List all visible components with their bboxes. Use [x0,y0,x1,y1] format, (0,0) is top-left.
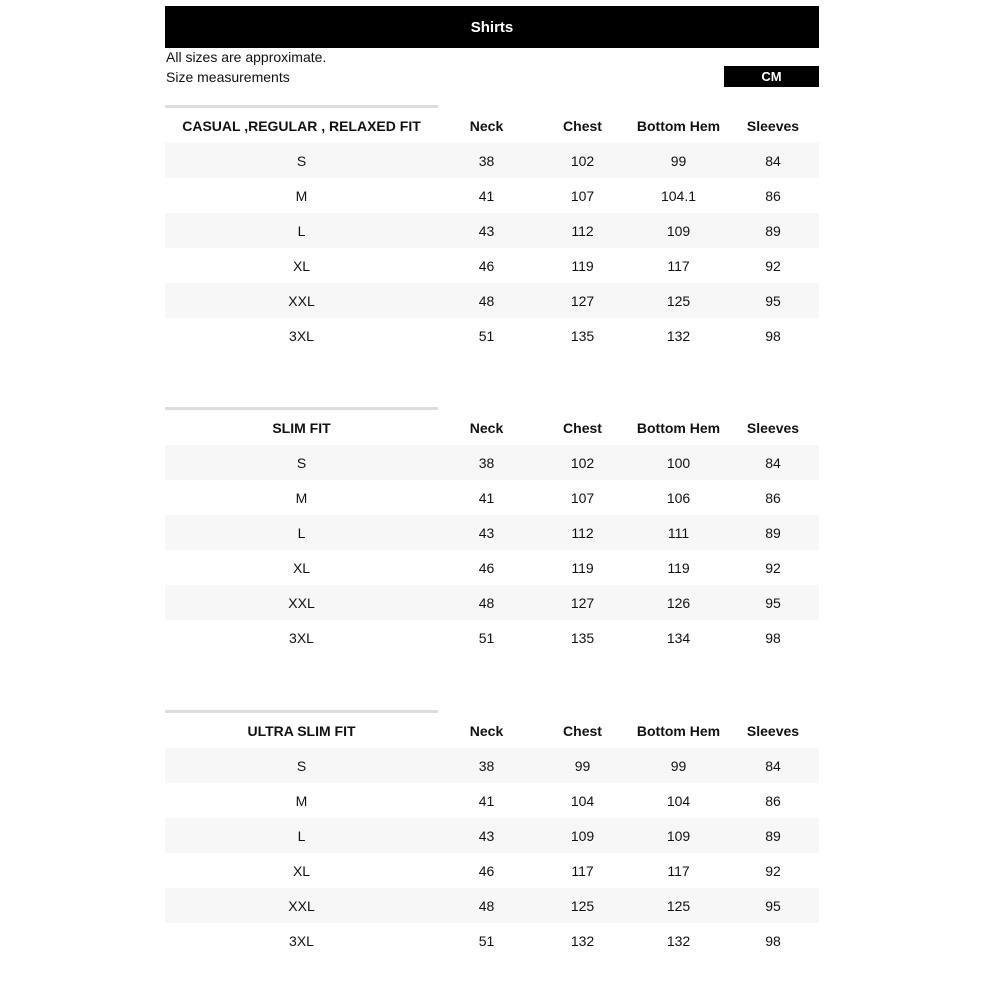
table-row [165,585,819,620]
chest-cell: 112 [571,222,594,239]
table-divider [165,105,438,108]
bottom-hem-cell: 104.1 [660,187,697,204]
bottom-hem-cell: 111 [667,524,690,541]
table-divider [165,710,438,713]
measurements-label: Size measurements [166,69,290,85]
unit-badge: CM [724,66,819,87]
bottom-hem-cell: 119 [667,559,690,576]
size-cell: 3XL [289,932,314,949]
bottom-hem-cell: 117 [667,257,690,274]
neck-cell: 48 [478,594,495,611]
size-table-ultra-slim [165,710,819,958]
sleeves-cell: 98 [765,327,781,344]
neck-cell: 41 [478,187,495,204]
neck-cell: 46 [478,257,495,274]
table-row [165,620,819,655]
neck-cell: 51 [478,629,495,646]
size-cell: XL [292,559,311,576]
size-cell: XL [292,862,311,879]
table-header-row [165,710,819,748]
neck-cell: 51 [478,932,495,949]
sleeves-cell: 84 [765,152,781,169]
bottom-hem-cell: 126 [666,594,691,611]
table-row [165,783,819,818]
neck-cell: 51 [478,327,495,344]
sleeves-cell: 86 [765,187,781,204]
fit-label: SLIM FIT [272,419,331,436]
sleeves-cell: 86 [765,792,781,809]
table-row [165,480,819,515]
chest-cell: 135 [570,327,595,344]
table-header-row [165,407,819,445]
chest-cell: 127 [570,292,595,309]
column-header-sleeves: Sleeves [746,419,800,436]
neck-cell: 38 [478,454,495,471]
sleeves-cell: 89 [765,827,781,844]
size-cell: XXL [288,594,315,611]
sleeves-cell: 92 [765,257,781,274]
column-header-bottom-hem: Bottom Hem [636,419,721,436]
size-table-regular [165,105,819,353]
approximate-note: All sizes are approximate. [166,49,327,65]
size-cell: L [297,827,306,844]
table-row [165,213,819,248]
table-row [165,283,819,318]
column-header-bottom-hem: Bottom Hem [636,117,721,134]
column-header-bottom-hem: Bottom Hem [636,722,721,739]
size-cell: XXL [288,897,315,914]
chest-cell: 107 [570,187,595,204]
chest-cell: 135 [570,629,595,646]
neck-cell: 41 [478,792,495,809]
bottom-hem-cell: 132 [666,932,691,949]
size-cell: L [297,524,306,541]
neck-cell: 38 [478,152,495,169]
size-cell: XL [292,257,311,274]
neck-cell: 43 [478,524,495,541]
column-header-chest: Chest [563,722,602,739]
chest-cell: 127 [570,594,595,611]
table-row [165,923,819,958]
table-row [165,143,819,178]
bottom-hem-cell: 99 [670,152,687,169]
sleeves-cell: 89 [765,222,781,239]
chest-cell: 119 [571,559,594,576]
fit-label: ULTRA SLIM FIT [247,722,356,739]
column-header-sleeves: Sleeves [746,722,800,739]
chest-cell: 117 [571,862,594,879]
neck-cell: 38 [478,757,495,774]
table-row [165,178,819,213]
neck-cell: 46 [478,862,495,879]
fit-label: CASUAL ,REGULAR , RELAXED FIT [182,117,421,134]
chest-cell: 132 [570,932,595,949]
size-table-slim [165,407,819,655]
size-cell: M [295,792,308,809]
size-cell: M [295,489,308,506]
bottom-hem-cell: 132 [666,327,691,344]
column-header-neck: Neck [469,722,504,739]
page-title: Shirts [165,6,819,48]
size-cell: M [295,187,308,204]
sleeves-cell: 84 [765,454,781,471]
bottom-hem-cell: 134 [666,629,691,646]
bottom-hem-cell: 100 [666,454,691,471]
size-cell: 3XL [289,629,314,646]
bottom-hem-cell: 125 [666,292,691,309]
chest-cell: 104 [570,792,595,809]
table-row [165,853,819,888]
neck-cell: 43 [478,827,495,844]
sleeves-cell: 89 [765,524,781,541]
neck-cell: 41 [478,489,495,506]
chest-cell: 119 [571,257,594,274]
sleeves-cell: 98 [765,932,781,949]
table-row [165,248,819,283]
sleeves-cell: 92 [765,862,781,879]
column-header-sleeves: Sleeves [746,117,800,134]
chest-cell: 107 [570,489,595,506]
table-row [165,818,819,853]
sleeves-cell: 98 [765,629,781,646]
column-header-neck: Neck [469,419,504,436]
size-cell: XXL [288,292,315,309]
bottom-hem-cell: 117 [667,862,690,879]
size-cell: S [296,454,307,471]
table-row [165,748,819,783]
bottom-hem-cell: 109 [666,222,691,239]
bottom-hem-cell: 125 [666,897,691,914]
sleeves-cell: 84 [765,757,781,774]
column-header-chest: Chest [563,419,602,436]
chest-cell: 102 [570,152,595,169]
neck-cell: 48 [478,897,495,914]
table-header-row [165,105,819,143]
table-divider [165,407,438,410]
sleeves-cell: 95 [765,292,781,309]
table-row [165,888,819,923]
neck-cell: 46 [478,559,495,576]
sleeves-cell: 95 [765,594,781,611]
sleeves-cell: 86 [765,489,781,506]
table-row [165,550,819,585]
neck-cell: 48 [478,292,495,309]
column-header-neck: Neck [469,117,504,134]
bottom-hem-cell: 104 [666,792,691,809]
bottom-hem-cell: 99 [670,757,687,774]
chest-cell: 112 [571,524,594,541]
size-cell: S [296,152,307,169]
size-cell: S [296,757,307,774]
chest-cell: 109 [570,827,595,844]
chest-cell: 99 [574,757,591,774]
chest-cell: 102 [570,454,595,471]
table-row [165,445,819,480]
sleeves-cell: 95 [765,897,781,914]
table-row [165,318,819,353]
size-cell: 3XL [289,327,314,344]
chest-cell: 125 [570,897,595,914]
table-row [165,515,819,550]
column-header-chest: Chest [563,117,602,134]
bottom-hem-cell: 106 [666,489,691,506]
neck-cell: 43 [478,222,495,239]
sleeves-cell: 92 [765,559,781,576]
size-cell: L [297,222,306,239]
bottom-hem-cell: 109 [666,827,691,844]
